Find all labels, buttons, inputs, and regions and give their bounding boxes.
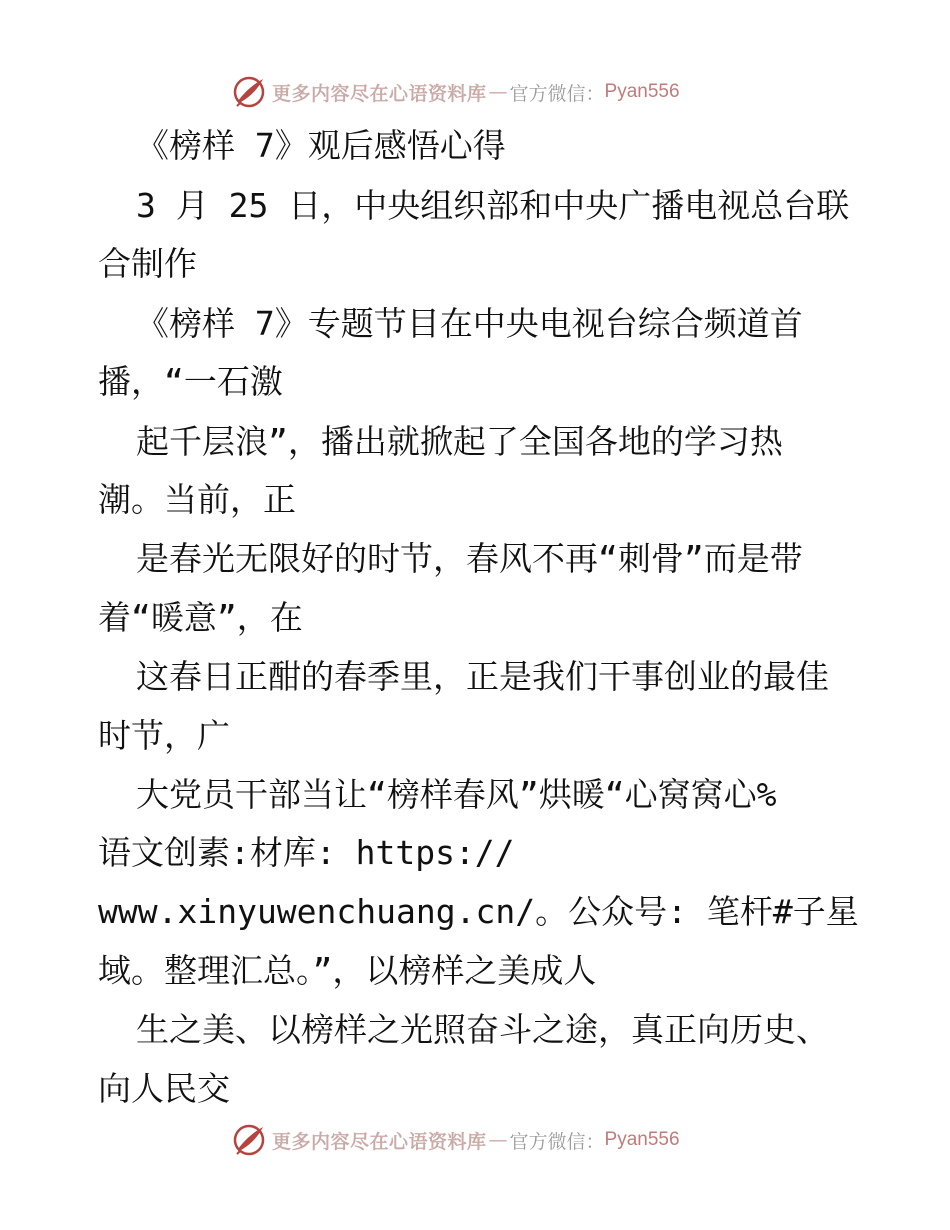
text-line: 这春日正酣的春季里，正是我们干事创业的最佳	[136, 657, 829, 696]
text-line: 着“暖意”，在	[98, 598, 303, 637]
text-line: 语文创素:材库: https://	[98, 833, 515, 872]
header-watermark-banner	[232, 72, 680, 112]
banner-official-label: 官方微信：	[509, 82, 605, 105]
text-line: 3 月 25 日，中央组织部和中央广播电视总台联	[136, 186, 850, 225]
banner-dash: —	[488, 1129, 508, 1151]
feather-pen-logo-icon	[232, 75, 266, 109]
feather-pen-logo-icon	[232, 1123, 266, 1157]
banner-lead-text: 更多内容尽在心语资料库	[272, 1130, 487, 1153]
document-title: 《榜样 7》观后感悟心得	[136, 126, 506, 165]
text-line: 时节，广	[98, 716, 230, 755]
text-line: 大党员干部当让“榜样春风”烘暖“心窝窝心%	[136, 775, 777, 814]
text-line: 生之美、以榜样之光照奋斗之途，真正向历史、	[136, 1010, 829, 1049]
footer-watermark-banner	[232, 1120, 680, 1160]
text-line: 起千层浪”，播出就掀起了全国各地的学习热	[136, 422, 783, 461]
banner-dash: —	[488, 81, 508, 103]
text-line: 域。整理汇总。”，以榜样之美成人	[98, 951, 597, 990]
text-line: 潮。当前，正	[98, 480, 296, 519]
text-line: 播，“一石激	[98, 362, 283, 401]
text-line: www.xinyuwenchuang.cn/。公众号: 笔杆#子星	[98, 892, 859, 931]
text-line: 向人民交	[98, 1069, 230, 1108]
text-line: 合制作	[98, 244, 197, 283]
text-line: 是春光无限好的时节，春风不再“刺骨”而是带	[136, 539, 803, 578]
banner-wechat-handle: Pyan556	[604, 81, 680, 102]
banner-official-label: 官方微信：	[509, 1130, 605, 1153]
banner-lead-text: 更多内容尽在心语资料库	[272, 82, 487, 105]
text-line: 《榜样 7》专题节目在中央电视台综合频道首	[136, 304, 803, 343]
banner-wechat-handle: Pyan556	[604, 1129, 680, 1150]
